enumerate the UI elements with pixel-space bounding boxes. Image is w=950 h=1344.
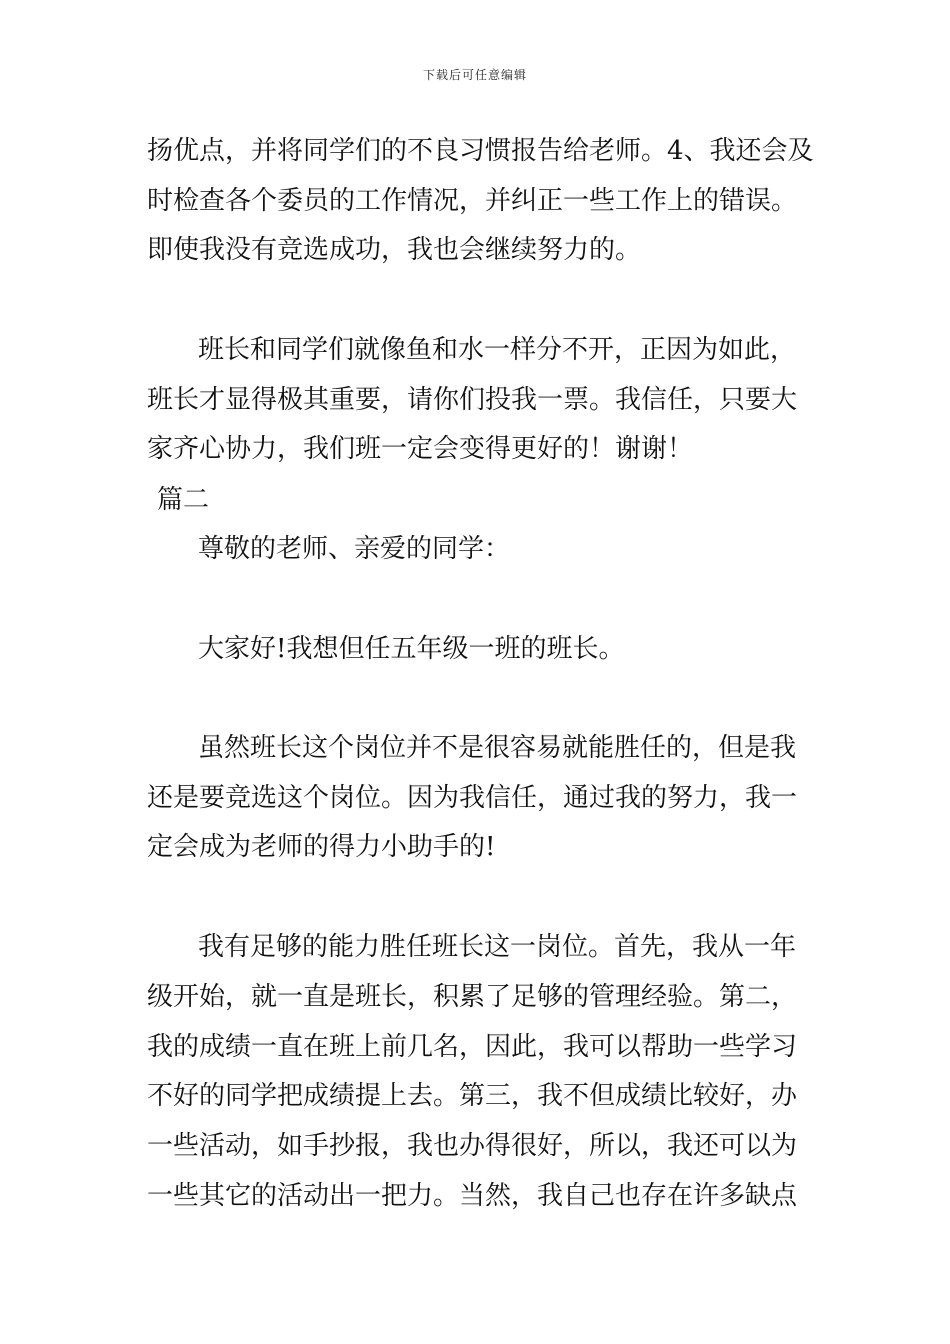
text-line: 大家好!我想但任五年级一班的班长。	[198, 634, 625, 664]
text-line: 级开始，就一直是班长，积累了足够的管理经验。第二，	[147, 982, 798, 1012]
page-header: 下载后可任意编辑	[422, 68, 527, 82]
text-line: 班长才显得极其重要，请你们投我一票。我信任，只要大	[147, 385, 798, 415]
text-line: 家齐心协力，我们班一定会变得更好的！谢谢！	[147, 434, 694, 464]
salutation: 尊敬的老师、亲爱的同学：	[198, 534, 511, 564]
text-line: 班长和同学们就像鱼和水一样分不开，正因为如此，	[198, 335, 797, 365]
text-line: 我有足够的能力胜任班长这一岗位。首先，我从一年	[198, 932, 797, 962]
text-line: 时检查各个委员的工作情况，并纠正一些工作上的错误。	[147, 186, 798, 216]
text-line: 一些活动，如手抄报，我也办得很好，所以，我还可以为	[147, 1131, 798, 1161]
text-line: 不好的同学把成绩提上去。第三，我不但成绩比较好，办	[147, 1081, 798, 1111]
text-line: 即使我没有竞选成功，我也会继续努力的。	[147, 235, 642, 265]
text-line: 一些其它的活动出一把力。当然，我自己也存在许多缺点	[147, 1181, 798, 1211]
text-line: 还是要竞选这个岗位。因为我信任，通过我的努力，我一	[147, 783, 798, 813]
text-line: 定会成为老师的得力小助手的!	[147, 832, 496, 862]
text-line: 扬优点，并将同学们的不良习惯报告给老师。4、我还会及	[147, 136, 814, 166]
text-line: 虽然班长这个岗位并不是很容易就能胜任的，但是我	[198, 733, 797, 763]
text-line: 我的成绩一直在班上前几名，因此，我可以帮助一些学习	[147, 1032, 798, 1062]
section-heading: 篇二	[157, 485, 210, 515]
